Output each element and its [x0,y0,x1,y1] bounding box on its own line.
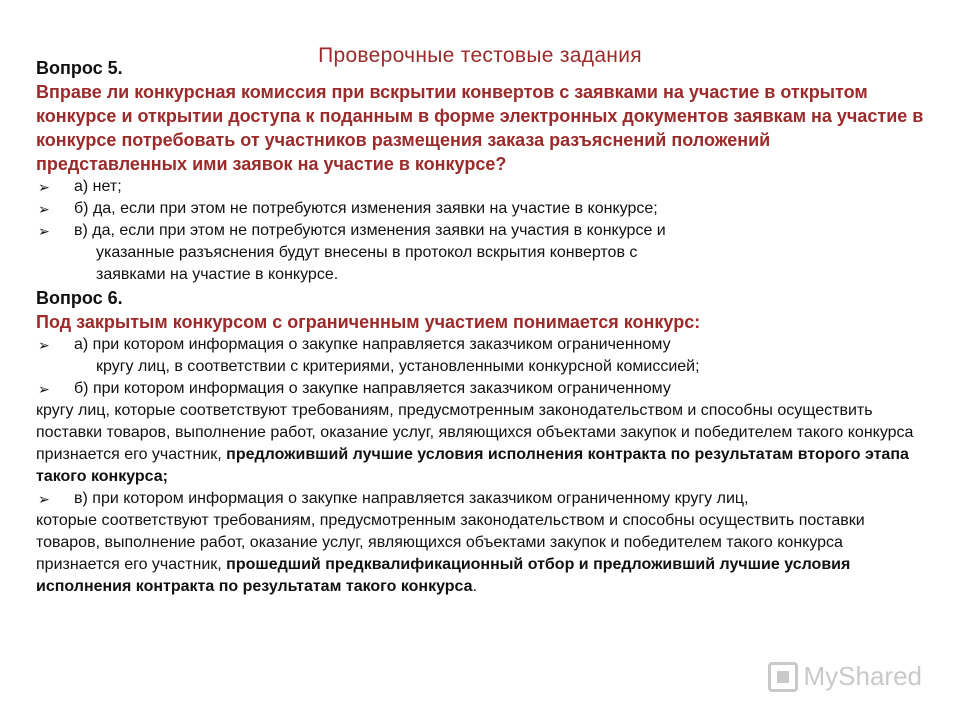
q6-answer-b-body [36,400,926,488]
q5-answer-b [36,198,926,220]
answer-text: кругу лиц, которые соответствуют требованиям, предусмотренным законодательством и способны осуществить поставки товаров, выполнение работ, оказание услуг, являющихся объектами закупок и победителем такого конкурса признается его участник, [36,402,914,463]
question-6-text: Под закрытым конкурсом с ограниченным участием понимается конкурс: [36,312,701,332]
arrow-bullet-icon: ➢ [38,337,50,353]
q6-answer-c-first [36,488,926,510]
question-6-label: Вопрос 6. [36,288,123,308]
answer-text: которые соответствуют требованиям, предусмотренным законодательством и способны осуществить поставки товаров, выполнение работ, оказание услуг, являющихся объектами закупок и победителем такого конкурса признается его участник, [36,512,865,573]
answer-text: в) при котором информация о закупке направляется заказчиком ограниченному кругу лиц, [74,490,749,507]
arrow-bullet-icon: ➢ [38,201,50,217]
q5-answer-a [36,176,926,198]
answer-bold-text: прошедший предквалификационный отбор и предложивший лучшие условия исполнения контракта по результатам такого конкурса [36,556,851,595]
q5-answer-c [36,220,926,286]
answer-text: б) при котором информация о закупке направляется заказчиком ограниченному [74,380,671,397]
arrow-bullet-icon: ➢ [38,179,50,195]
answer-text: в) да, если при этом не потребуются изменения заявки на участия в конкурсе и [74,222,666,239]
answer-text: заявками на участие в конкурсе. [96,266,339,283]
myshared-logo-icon [768,662,798,692]
slide-title: Проверочные тестовые задания [318,44,642,67]
q6-answer-b-first [36,378,926,400]
slide-content [36,56,926,598]
answer-text: . [472,578,477,595]
answer-text: б) да, если при этом не потребуются изменения заявки на участие в конкурсе; [74,200,658,217]
watermark [768,661,923,692]
answer-text: а) при котором информация о закупке направляется заказчиком ограниченному [74,336,671,353]
arrow-bullet-icon: ➢ [38,381,50,397]
answer-bold-text: предложивший лучшие условия исполнения контракта по результатам второго этапа такого конкурса; [36,446,909,485]
question-5-text: Вправе ли конкурсная комиссия при вскрытии конвертов с заявками на участие в открытом конкурсе и открытии доступа к поданным в форме электронных документов заявкам на участие в конкурсе потребовать от участников размещения заказа разъяснений положений представленных ими заявок на участие в конкурсе? [36,82,924,174]
arrow-bullet-icon: ➢ [38,223,50,239]
arrow-bullet-icon: ➢ [38,491,50,507]
q6-answer-a [36,334,926,378]
q6-answer-c-body [36,510,926,598]
answer-text: кругу лиц, в соответствии с критериями, установленными конкурсной комиссией; [96,358,700,375]
answer-text: указанные разъяснения будут внесены в протокол вскрытия конвертов с [96,244,638,261]
answer-text: а) нет; [74,178,122,195]
question-5-label: Вопрос 5. [36,58,123,78]
watermark-text: MyShared [803,661,922,691]
